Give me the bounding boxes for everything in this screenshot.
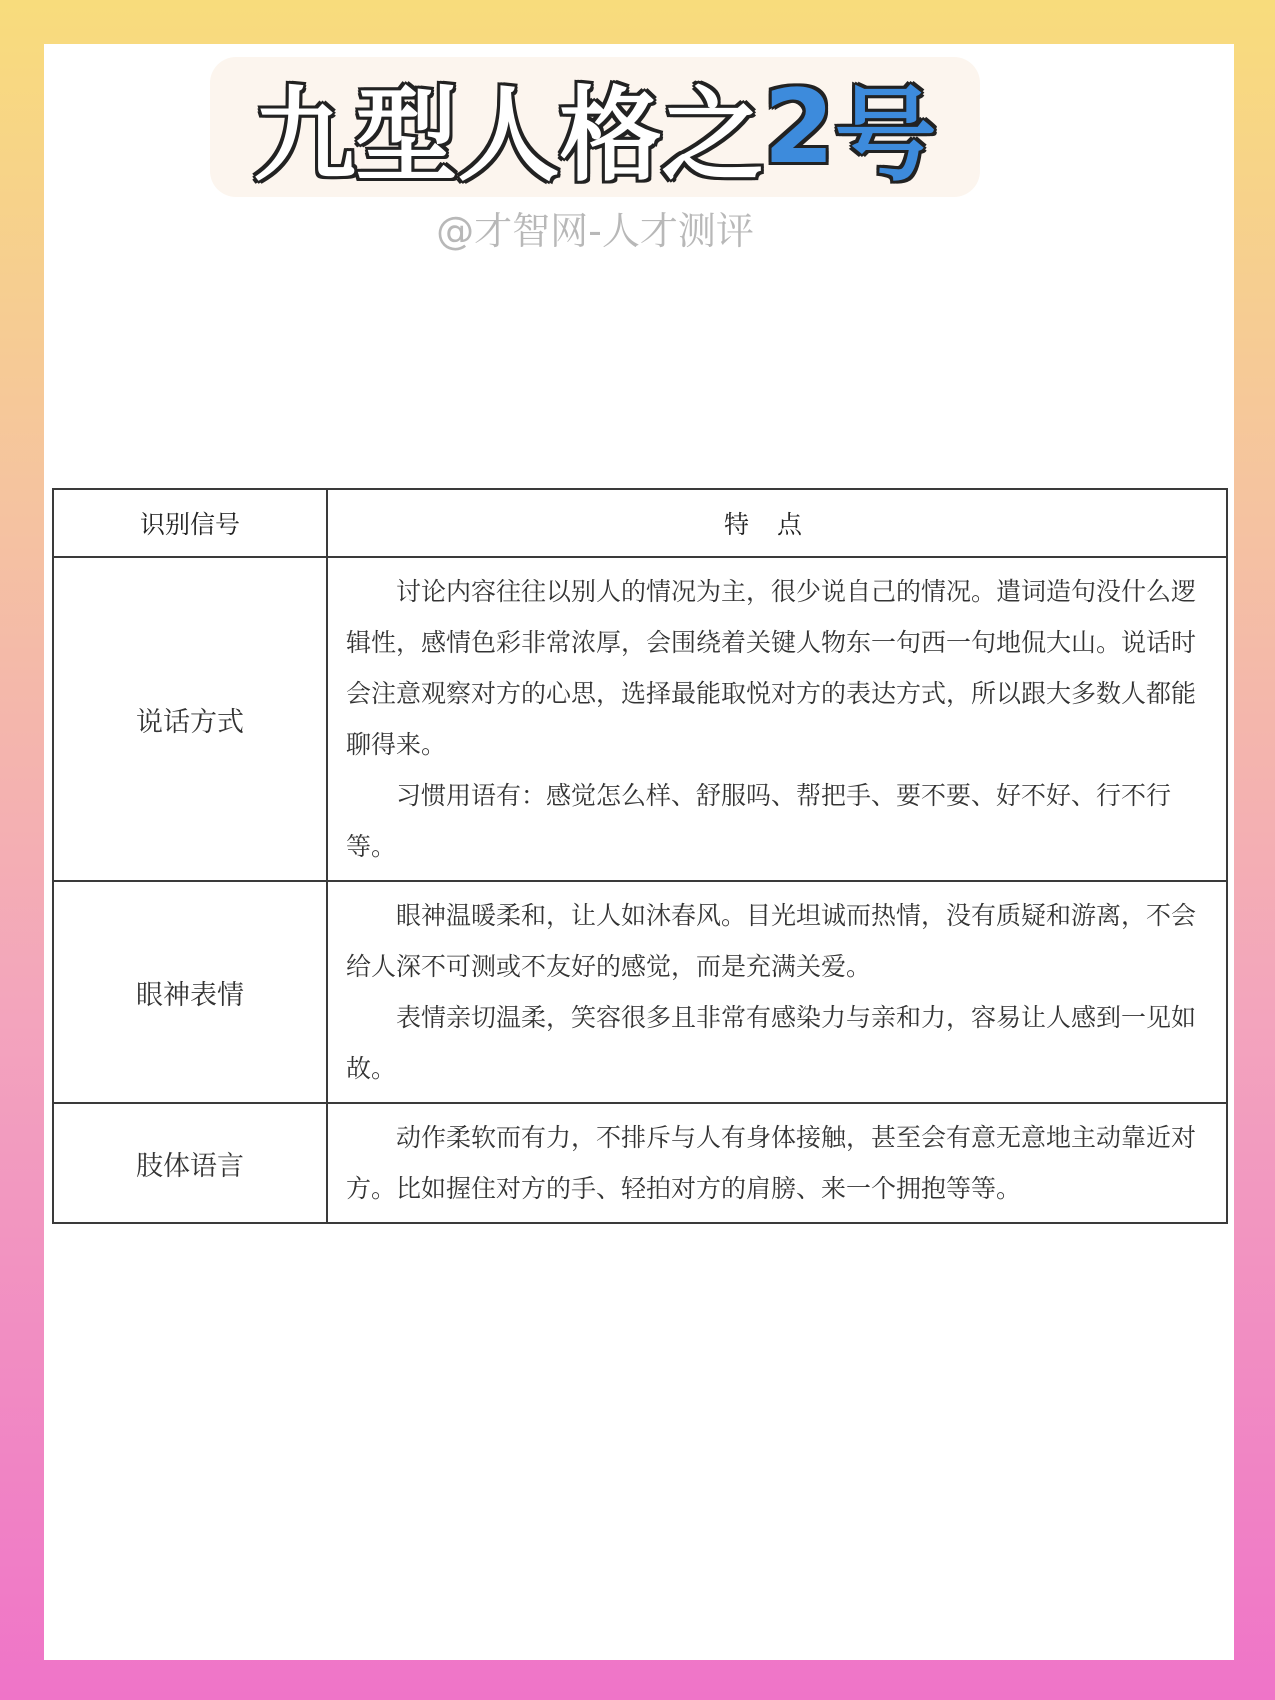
table-header-row xyxy=(53,489,1227,557)
page-title xyxy=(210,60,980,195)
feature-paragraph: 表情亲切温柔，笑容很多且非常有感染力与亲和力，容易让人感到一见如故。 xyxy=(346,1003,1197,1083)
feature-paragraph: 习惯用语有：感觉怎么样、舒服吗、帮把手、要不要、好不好、行不行等。 xyxy=(346,781,1172,861)
traits-table-container xyxy=(52,488,1228,1224)
table-row xyxy=(53,1103,1227,1223)
feature-paragraph: 眼神温暖柔和，让人如沐春风。目光坦诚而热情，没有质疑和游离，不会给人深不可测或不友好的感觉，而是充满关爱。 xyxy=(346,901,1197,981)
row-signal-speech: 说话方式 xyxy=(53,557,327,881)
column-header-signal: 识别信号 xyxy=(53,489,327,557)
title-main: 九型人格之 xyxy=(253,76,764,196)
feature-paragraph: 讨论内容往往以别人的情况为主，很少说自己的情况。遣词造句没什么逻辑性，感情色彩非常浓厚，会围绕着关键人物东一句西一句地侃大山。说话时会注意观察对方的心思，选择最能取悦对方的表达方式，所以跟大多数人都能聊得来。 xyxy=(346,577,1197,759)
row-features-expression xyxy=(327,881,1227,1103)
traits-table xyxy=(52,488,1228,1224)
feature-paragraph: 动作柔软而有力，不排斥与人有身体接触，甚至会有意无意地主动靠近对方。比如握住对方的手、轻拍对方的肩膀、来一个拥抱等等。 xyxy=(346,1123,1197,1203)
title-number: 2 xyxy=(763,68,835,187)
title-suffix: 号 xyxy=(834,76,937,196)
row-features-body xyxy=(327,1103,1227,1223)
row-features-speech xyxy=(327,557,1227,881)
table-row xyxy=(53,557,1227,881)
table-row xyxy=(53,881,1227,1103)
row-signal-expression: 眼神表情 xyxy=(53,881,327,1103)
column-header-features: 特点 xyxy=(327,489,1227,557)
watermark-subtitle: @才智网-人才测评 xyxy=(436,209,754,253)
row-signal-body: 肢体语言 xyxy=(53,1103,327,1223)
